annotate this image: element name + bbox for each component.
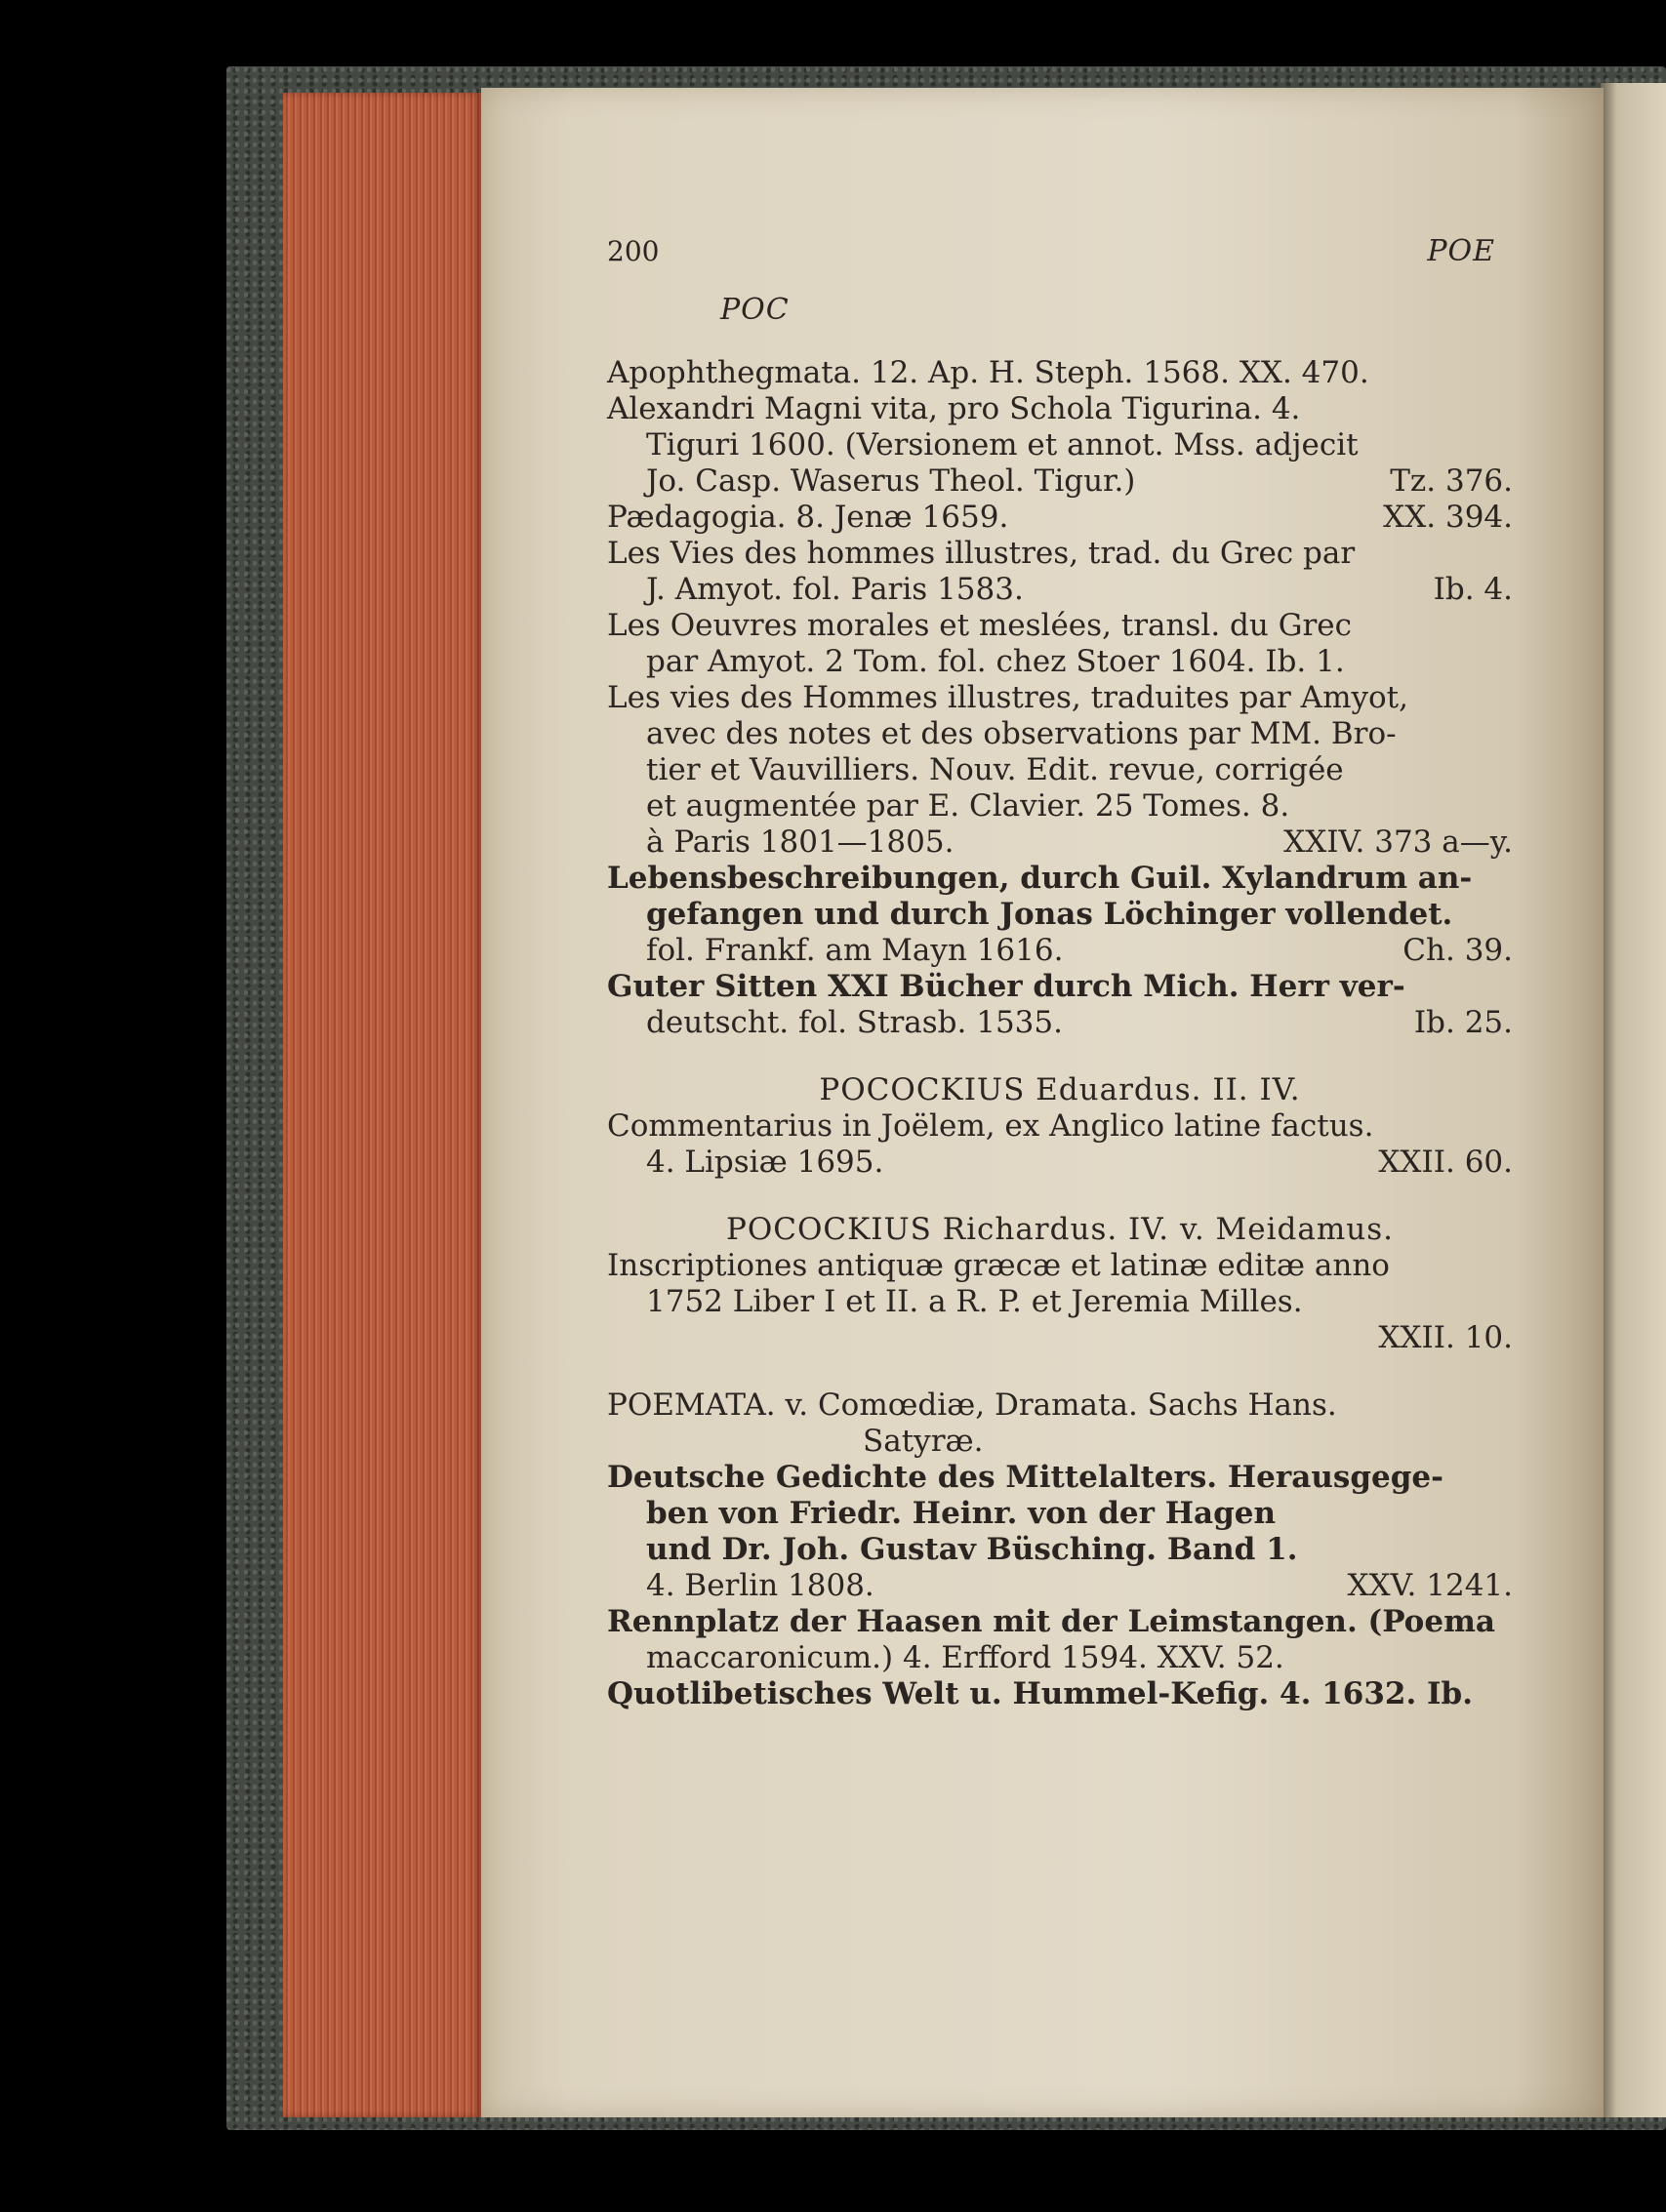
line-text: et augmentée par E. Clavier. 25 Tomes. 8. <box>646 788 1290 824</box>
entry-list <box>607 355 1513 1712</box>
text-line <box>607 897 1513 933</box>
text-line <box>607 1388 1513 1424</box>
text-line <box>607 391 1513 427</box>
line-text: avec des notes et des observations par MM. Bro- <box>646 716 1397 751</box>
text-line <box>607 1248 1513 1284</box>
shelf-reference: Ib. 4. <box>1433 572 1513 607</box>
text-line <box>607 500 1513 536</box>
line-text: 4. Lipsiæ 1695. <box>646 1145 884 1180</box>
line-text: Pædagogia. 8. Jenæ 1659. <box>607 500 1009 535</box>
text-line <box>607 933 1513 969</box>
shelf-reference: XX. 394. <box>1383 500 1513 535</box>
text-line <box>607 1604 1513 1640</box>
shelf-reference: XXIV. 373 a—y. <box>1283 824 1513 860</box>
line-text: Deutsche Gedichte des Mittelalters. Herausgege- <box>607 1460 1443 1495</box>
entry-gap <box>607 1356 1513 1388</box>
line-text: J. Amyot. fol. Paris 1583. <box>646 572 1024 607</box>
line-text: Guter Sitten XXI Bücher durch Mich. Herr ver- <box>607 969 1405 1004</box>
shelf-reference: XXII. 10. <box>1378 1320 1513 1355</box>
line-text: und Dr. Joh. Gustav Büsching. Band 1. <box>646 1532 1298 1567</box>
entry-heading <box>607 1212 1513 1248</box>
text-line <box>607 1424 1513 1460</box>
text-line <box>607 1320 1513 1356</box>
text-line <box>607 1284 1513 1320</box>
line-text: Lebensbeschreibungen, durch Guil. Xylandrum an- <box>607 861 1473 896</box>
shelf-reference: XXV. 1241. <box>1347 1568 1513 1603</box>
line-text: POCOCKIUS Eduardus. II. IV. <box>819 1072 1301 1107</box>
text-line <box>607 463 1513 500</box>
shelf-reference: Ib. 25. <box>1413 1005 1513 1040</box>
line-text: Jo. Casp. Waserus Theol. Tigur.) <box>646 463 1136 499</box>
line-text: Satyræ. <box>863 1424 984 1459</box>
entry-heading <box>607 1072 1513 1108</box>
text-line <box>607 1145 1513 1181</box>
line-text: Apophthegmata. 12. Ap. H. Steph. 1568. XX. 470. <box>607 355 1369 390</box>
facing-page-edge <box>1601 83 1666 2117</box>
text-line <box>607 1640 1513 1676</box>
text-line <box>607 1005 1513 1041</box>
text-line <box>607 1568 1513 1604</box>
text-line <box>607 861 1513 897</box>
line-text: Les vies des Hommes illustres, traduites par Amyot, <box>607 680 1408 715</box>
line-text: Rennplatz der Haasen mit der Leimstangen. (Poema <box>607 1604 1495 1639</box>
page-text <box>607 232 1513 1712</box>
line-text: deutscht. fol. Strasb. 1535. <box>646 1005 1063 1040</box>
text-line <box>607 1532 1513 1568</box>
line-text: maccaronicum.) 4. Erfford 1594. XXV. 52. <box>646 1640 1284 1675</box>
entry-gap <box>607 1181 1513 1212</box>
line-text: tier et Vauvilliers. Nouv. Edit. revue, corrigée <box>646 752 1344 787</box>
line-text: Alexandri Magni vita, pro Schola Tigurina. 4. <box>607 391 1301 426</box>
page-edge <box>283 93 483 2117</box>
text-line <box>607 1496 1513 1532</box>
text-line <box>607 572 1513 608</box>
text-line <box>607 788 1513 824</box>
line-text: Tiguri 1600. (Versionem et annot. Mss. adjecit <box>646 427 1359 463</box>
line-text: fol. Frankf. am Mayn 1616. <box>646 933 1064 968</box>
text-line <box>607 824 1513 861</box>
line-text: Les Oeuvres morales et meslées, transl. du Grec <box>607 608 1352 643</box>
line-text: Les Vies des hommes illustres, trad. du Grec par <box>607 536 1356 571</box>
line-text: ben von Friedr. Heinr. von der Hagen <box>646 1496 1277 1531</box>
text-line <box>607 644 1513 680</box>
text-line <box>607 680 1513 716</box>
text-line <box>607 969 1513 1005</box>
text-line <box>607 536 1513 572</box>
line-text: 4. Berlin 1808. <box>646 1568 874 1603</box>
text-line <box>607 1108 1513 1145</box>
line-text: gefangen und durch Jonas Löchinger vollendet. <box>646 897 1453 932</box>
text-line <box>607 608 1513 644</box>
text-line <box>607 427 1513 463</box>
text-line <box>607 752 1513 788</box>
running-head-right: POE <box>1427 234 1495 268</box>
text-line <box>607 355 1513 391</box>
running-head-left: POC <box>720 293 790 327</box>
shelf-reference: XXII. 60. <box>1378 1145 1513 1180</box>
text-line <box>607 1676 1513 1712</box>
line-text: Quotlibetisches Welt u. Hummel-Kefig. 4. 1632. Ib. <box>607 1676 1474 1711</box>
line-text: POEMATA. v. Comœdiæ, Dramata. Sachs Hans. <box>607 1388 1337 1423</box>
entry-gap <box>607 1041 1513 1072</box>
text-line <box>607 1460 1513 1496</box>
text-line <box>607 716 1513 752</box>
shelf-reference: Ch. 39. <box>1402 933 1513 968</box>
line-text: à Paris 1801—1805. <box>646 824 955 860</box>
line-text: POCOCKIUS Richardus. IV. v. Meidamus. <box>726 1212 1394 1247</box>
page-number: 200 <box>607 235 660 267</box>
line-text: Inscriptiones antiquæ græcæ et latinæ editæ anno <box>607 1248 1390 1283</box>
line-text: Commentarius in Joëlem, ex Anglico latine factus. <box>607 1108 1374 1144</box>
line-text: par Amyot. 2 Tom. fol. chez Stoer 1604. Ib. 1. <box>646 644 1345 679</box>
line-text: 1752 Liber I et II. a R. P. et Jeremia Milles. <box>646 1284 1303 1319</box>
shelf-reference: Tz. 376. <box>1390 463 1513 499</box>
